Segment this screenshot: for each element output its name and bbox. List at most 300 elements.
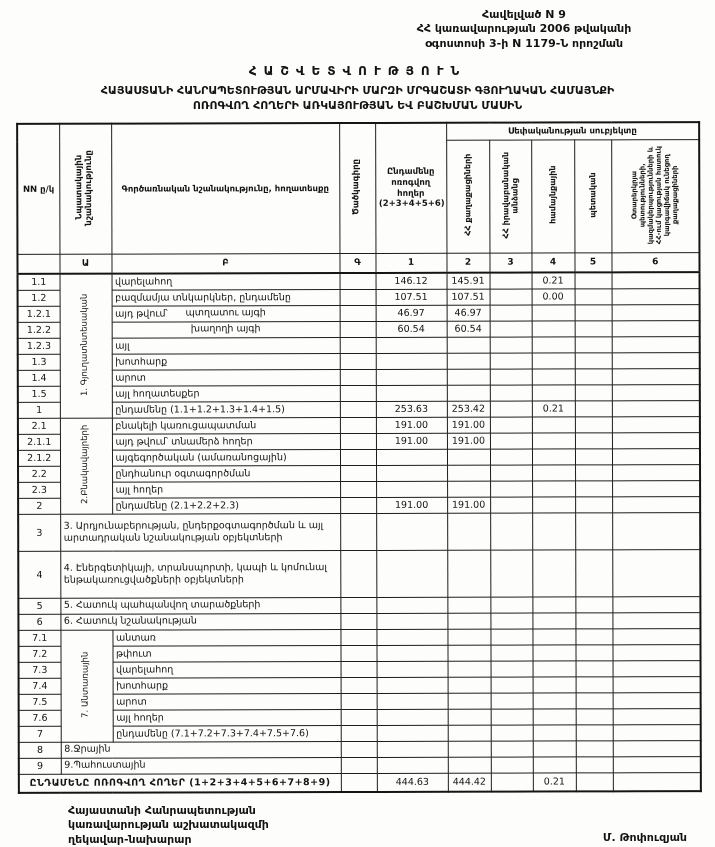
value-cell — [490, 645, 532, 661]
table-row — [18, 497, 700, 515]
row-id-cell: 3 — [18, 514, 60, 551]
land-type-cell: ընդհանուր օգտագործման — [112, 466, 340, 483]
land-type-cell: այգեգործական (ամառանոցային) — [112, 450, 340, 467]
value-cell: 146.12 — [376, 273, 447, 290]
value-cell — [613, 725, 701, 741]
value-cell — [532, 465, 575, 481]
col-header-legal-entities — [489, 140, 531, 253]
code-cell — [340, 645, 376, 661]
col-header-foreign — [611, 140, 699, 253]
value-cell — [612, 433, 700, 449]
value-cell — [613, 773, 701, 792]
code-cell — [340, 353, 376, 369]
code-cell — [340, 401, 376, 417]
value-cell — [575, 272, 612, 289]
report-subtitle — [8, 84, 707, 114]
value-cell — [612, 645, 700, 661]
value-cell — [533, 661, 576, 677]
category-label-cell: 6. Հատուկ նշանակության — [60, 614, 340, 631]
value-cell — [612, 272, 700, 289]
value-cell: 60.54 — [447, 321, 490, 337]
table-row — [19, 677, 701, 695]
land-type-cell: ընդամենը (7.1+7.2+7.3+7.4+7.5+7.6) — [113, 726, 341, 743]
col-header-state-label: պետական — [588, 172, 598, 218]
value-cell — [490, 369, 532, 385]
value-cell — [491, 661, 533, 677]
table-header-row-top — [17, 122, 699, 141]
code-cell — [341, 661, 377, 677]
value-cell — [376, 645, 447, 661]
value-cell: 191.00 — [376, 417, 447, 433]
value-cell — [532, 513, 575, 550]
table-row — [19, 773, 701, 793]
value-cell — [576, 773, 613, 792]
table-row — [19, 757, 701, 775]
value-cell — [490, 449, 532, 465]
value-cell — [612, 353, 700, 369]
value-cell — [575, 513, 612, 550]
row-id-cell: 2.1.2 — [18, 450, 60, 466]
code-cell — [340, 417, 376, 433]
value-cell — [612, 629, 700, 645]
code-cell — [340, 289, 376, 305]
category-label-cell: 5. Հատուկ պահպանվող տարածքների — [60, 598, 340, 615]
value-cell — [376, 550, 447, 597]
value-cell — [448, 725, 491, 741]
code-cell — [340, 321, 376, 337]
col-header-ownership-group: Սեփականության սուբյեկտը — [446, 122, 699, 140]
value-cell — [376, 353, 447, 369]
value-cell — [377, 725, 448, 741]
col-header-citizens — [446, 140, 489, 253]
row-id-cell: 1.1 — [18, 274, 60, 291]
row-id-cell: 2.2 — [18, 466, 60, 482]
value-cell — [613, 677, 701, 693]
table-row — [18, 337, 700, 355]
value-cell — [490, 353, 532, 369]
value-cell — [447, 629, 490, 645]
value-cell: 107.51 — [447, 289, 490, 305]
land-type-cell: արոտ — [112, 370, 340, 387]
section-label: 2.Բնակավայրերի — [80, 425, 91, 505]
value-cell — [376, 369, 447, 385]
annex-line-1: Հավելված N 9 — [482, 8, 566, 21]
table-row — [19, 693, 701, 711]
value-cell — [447, 369, 490, 385]
value-cell — [490, 465, 532, 481]
value-cell — [490, 513, 532, 550]
value-cell — [575, 481, 612, 497]
code-cell — [340, 550, 376, 597]
land-type-cell: ընդամենը (2.1+2.2+2.3) — [112, 498, 340, 515]
value-cell: 191.00 — [376, 433, 447, 449]
value-cell — [447, 385, 490, 401]
value-cell — [491, 693, 533, 709]
table-row — [18, 465, 700, 483]
value-cell — [575, 305, 612, 321]
value-cell — [576, 661, 613, 677]
value-cell — [612, 401, 700, 417]
value-cell — [613, 757, 701, 773]
land-type-cell: արոտ — [113, 694, 341, 711]
row-id-cell: 7.2 — [18, 646, 60, 662]
table-row — [19, 741, 701, 759]
row-id-cell: 7.6 — [19, 710, 61, 726]
row-id-cell: 7.3 — [19, 662, 61, 678]
value-cell — [490, 289, 532, 305]
value-cell — [575, 289, 612, 305]
table-row — [18, 385, 700, 403]
value-cell — [533, 757, 576, 773]
category-label-cell: 9.Պահուստային — [61, 758, 341, 775]
land-type-cell: ընդամենը (1.1+1.2+1.3+1.4+1.5) — [112, 402, 340, 419]
row-id-cell: 2.1.1 — [18, 434, 60, 450]
col-header-legal-entities-label: ՀՀ իրավաբանական անձանց — [501, 151, 520, 239]
code-cell — [340, 613, 376, 629]
row-id-cell: 2 — [18, 498, 60, 514]
value-cell — [490, 305, 532, 321]
value-cell: 253.42 — [447, 401, 490, 417]
column-letter-cell: 5 — [574, 253, 611, 273]
code-cell — [340, 481, 376, 497]
row-id-cell: 7.5 — [19, 694, 61, 710]
row-id-cell: 6 — [18, 614, 60, 630]
value-cell — [576, 741, 613, 757]
value-cell — [376, 465, 447, 481]
value-cell — [532, 433, 575, 449]
column-letter-cell: Գ — [339, 253, 375, 273]
col-header-purpose — [59, 124, 111, 255]
value-cell — [377, 757, 448, 773]
land-report-table — [16, 121, 702, 794]
section-label-cell — [60, 630, 112, 742]
category-label-cell: 4. Էներգետիկայի, տրանսպորտի, կապի և կոմունալ ենթակառուցվածքների օբյեկտների — [60, 551, 340, 599]
value-cell — [490, 497, 532, 513]
col-header-community — [531, 140, 574, 253]
value-cell — [377, 709, 448, 725]
value-cell — [575, 321, 612, 337]
value-cell — [377, 661, 448, 677]
value-cell — [491, 725, 533, 741]
code-cell — [340, 513, 376, 550]
value-cell — [612, 305, 700, 321]
code-cell — [341, 677, 377, 693]
row-id-cell: 1.5 — [18, 386, 60, 402]
code-cell — [341, 693, 377, 709]
row-id-cell: 7 — [19, 726, 61, 742]
row-id-cell: 1.2.1 — [18, 306, 60, 322]
value-cell — [490, 481, 532, 497]
value-cell — [490, 337, 532, 353]
value-cell — [491, 677, 533, 693]
value-cell: 0.21 — [532, 272, 575, 289]
value-cell — [575, 449, 612, 465]
value-cell — [613, 661, 701, 677]
table-row — [18, 369, 700, 387]
row-id-cell: 8 — [19, 742, 61, 758]
col-header-citizens-label: ՀՀ քաղաքացիների — [463, 154, 473, 237]
table-row — [18, 481, 700, 499]
row-id-cell: 1.3 — [18, 354, 60, 370]
col-header-nn: NN ը/կ — [17, 124, 59, 255]
code-cell — [341, 741, 377, 757]
value-cell — [376, 597, 447, 613]
value-cell — [575, 465, 612, 481]
value-cell — [612, 597, 700, 613]
value-cell — [575, 497, 612, 513]
value-cell — [491, 709, 533, 725]
signatory-title-line1: Հայաստանի Հանրապետության — [68, 804, 256, 817]
signature-name: Մ. Թոփուզյան — [602, 831, 687, 844]
code-cell — [340, 597, 376, 613]
signatory-title — [68, 804, 269, 847]
value-cell — [575, 597, 612, 613]
row-id-cell: 1.2 — [18, 290, 60, 306]
code-cell — [341, 725, 377, 741]
value-cell — [447, 449, 490, 465]
value-cell — [448, 709, 491, 725]
value-cell — [532, 613, 575, 629]
land-type-cell: այլ — [112, 338, 340, 355]
value-cell: 191.00 — [376, 497, 447, 513]
value-cell — [447, 353, 490, 369]
value-cell — [533, 725, 576, 741]
value-cell — [447, 481, 490, 497]
value-cell — [532, 337, 575, 353]
value-cell — [613, 693, 701, 709]
col-header-total: Ընդամենը ոռոգվող հողեր (2+3+4+5+6) — [375, 123, 446, 254]
value-cell — [490, 273, 532, 290]
col-header-code — [339, 123, 375, 254]
table-row — [18, 550, 700, 599]
value-cell — [376, 513, 447, 550]
value-cell — [532, 417, 575, 433]
value-cell — [612, 481, 700, 497]
value-cell — [612, 465, 700, 481]
value-cell: 145.91 — [447, 273, 490, 290]
row-id-cell: 5 — [18, 598, 60, 614]
value-cell — [576, 757, 613, 773]
report-subtitle-line1: ՀԱՅԱՍՏԱՆԻ ՀԱՆՐԱՊԵՏՈՒԹՅԱՆ ԱՐՄԱՎԻՐԻ ՄԱՐԶԻ ՄՐԳԱՇԱՏԻ ԳՅՈՒՂԱԿԱՆ ՀԱՄԱՅՆՔԻ — [100, 84, 615, 97]
value-cell — [533, 741, 576, 757]
value-cell — [575, 629, 612, 645]
value-cell: 444.63 — [377, 773, 448, 792]
land-type-cell: վարելահող — [113, 662, 341, 679]
column-letter-row — [17, 253, 699, 274]
code-cell — [341, 709, 377, 725]
value-cell — [491, 757, 533, 773]
code-cell — [341, 757, 377, 773]
value-cell — [532, 369, 575, 385]
value-cell — [612, 497, 700, 513]
value-cell: 0.00 — [532, 289, 575, 305]
land-type-cell — [112, 322, 340, 339]
land-type-cell: այլ հողեր — [112, 482, 340, 499]
value-cell — [532, 597, 575, 613]
table-row — [18, 597, 700, 615]
value-cell — [532, 645, 575, 661]
row-id-cell: 2.3 — [18, 482, 60, 498]
value-cell — [612, 369, 700, 385]
value-cell — [491, 741, 533, 757]
value-cell — [447, 513, 490, 550]
land-type-cell: բազմամյա տնկարկներ, ընդամենը — [112, 290, 340, 307]
value-cell: 46.97 — [447, 305, 490, 321]
value-cell — [612, 513, 700, 550]
table-row — [18, 645, 700, 663]
category-label-cell: 8.Ջրային — [61, 742, 341, 759]
value-cell — [575, 550, 612, 597]
land-type-cell: վարելահող — [112, 273, 340, 290]
code-cell — [340, 305, 376, 321]
table-row — [19, 709, 701, 727]
col-header-state — [574, 140, 611, 253]
value-cell — [612, 385, 700, 401]
table-row — [18, 513, 700, 552]
section-label: 7. Անտառային — [80, 651, 91, 718]
row-id-cell: 1.2.3 — [18, 338, 60, 354]
value-cell — [576, 677, 613, 693]
value-cell — [448, 741, 491, 757]
column-letter-cell: 2 — [446, 253, 489, 273]
code-cell — [341, 773, 377, 792]
value-cell — [532, 629, 575, 645]
section-label: 1. Գյուղատնտեսական — [79, 293, 90, 396]
value-cell — [490, 417, 532, 433]
value-cell — [532, 305, 575, 321]
report-table-body — [18, 272, 701, 793]
value-cell — [448, 677, 491, 693]
col-header-functional: Գործառնական նշանակությունը, հողատեսքը — [111, 123, 339, 254]
land-type-centered: պտղատու այգի — [185, 307, 266, 319]
table-row — [18, 305, 700, 323]
value-cell — [532, 449, 575, 465]
column-letter-cell: 6 — [611, 253, 699, 273]
annex-reference — [338, 8, 710, 51]
value-cell — [447, 597, 490, 613]
land-type-cell: անտառ — [112, 630, 340, 647]
col-header-purpose-label: Նպատակային նշանակությունը — [74, 149, 95, 226]
signatory-title-line2: կառավարության աշխատակազմի — [68, 818, 269, 832]
code-cell — [340, 449, 376, 465]
value-cell — [490, 433, 532, 449]
section-label-cell — [60, 418, 112, 514]
value-cell — [575, 369, 612, 385]
column-letter-cell — [17, 254, 59, 274]
value-cell — [575, 385, 612, 401]
row-id-cell: 1.2.2 — [18, 322, 60, 338]
value-cell — [612, 613, 700, 629]
value-cell — [576, 709, 613, 725]
value-cell — [490, 401, 532, 417]
value-cell — [376, 385, 447, 401]
table-row — [18, 613, 700, 631]
table-row — [18, 289, 700, 307]
value-cell — [612, 337, 700, 353]
table-row — [18, 629, 700, 647]
value-cell — [376, 337, 447, 353]
row-id-cell: 2.1 — [18, 418, 60, 434]
value-cell — [612, 550, 700, 597]
value-cell — [613, 741, 701, 757]
grand-total-label-cell: ԸՆԴԱՄԵՆԸ ՈՌՈԳՎՈՂ ՀՈՂԵՐ (1+2+3+4+5+6+7+8+9) — [19, 774, 341, 793]
value-cell — [490, 550, 532, 597]
land-type-cell: խոտհարք — [112, 354, 340, 371]
value-cell — [576, 693, 613, 709]
value-cell — [575, 613, 612, 629]
row-id-cell: 7.4 — [19, 678, 61, 694]
value-cell: 191.00 — [447, 417, 490, 433]
value-cell — [376, 613, 447, 629]
value-cell — [447, 613, 490, 629]
row-id-cell: 4 — [18, 551, 60, 598]
col-header-code-label: Ծածկագիրը — [351, 159, 362, 215]
value-cell — [575, 417, 612, 433]
value-cell — [447, 465, 490, 481]
value-cell — [575, 353, 612, 369]
code-cell — [340, 337, 376, 353]
value-cell: 107.51 — [376, 289, 447, 305]
value-cell — [376, 481, 447, 497]
value-cell — [575, 401, 612, 417]
value-cell — [377, 677, 448, 693]
value-cell — [613, 709, 701, 725]
value-cell — [490, 613, 532, 629]
report-subtitle-line2: ՈՌՈԳՎՈՂ ՀՈՂԵՐԻ ԱՌԿԱՅՈՒԹՅԱՆ ԵՎ ԲԱՇԽՄԱՆ ՄԱՍԻՆ — [192, 98, 523, 112]
value-cell: 0.21 — [532, 401, 575, 417]
land-type-prefix: այդ թվում՝ — [115, 308, 168, 320]
value-cell — [448, 693, 491, 709]
value-cell — [377, 741, 448, 757]
value-cell: 0.21 — [533, 773, 576, 792]
value-cell — [448, 757, 491, 773]
value-cell — [447, 337, 490, 353]
value-cell — [490, 597, 532, 613]
table-row — [18, 272, 700, 290]
code-cell — [340, 369, 376, 385]
land-type-cell: այլ հողատեսքեր — [112, 386, 340, 403]
value-cell — [448, 661, 491, 677]
table-row — [18, 321, 700, 339]
value-cell: 444.42 — [448, 773, 491, 792]
row-id-cell: 9 — [19, 758, 61, 774]
value-cell — [532, 321, 575, 337]
land-type-cell: այլ հողեր — [113, 710, 341, 727]
value-cell — [533, 709, 576, 725]
value-cell — [532, 550, 575, 597]
code-cell — [340, 465, 376, 481]
value-cell: 46.97 — [376, 305, 447, 321]
table-row — [18, 433, 700, 451]
value-cell: 191.00 — [447, 497, 490, 513]
value-cell — [575, 337, 612, 353]
value-cell — [532, 481, 575, 497]
value-cell — [612, 321, 700, 337]
value-cell — [490, 629, 532, 645]
value-cell — [490, 321, 532, 337]
land-type-cell: խոտհարք — [113, 678, 341, 695]
value-cell — [447, 550, 490, 597]
land-type-cell: այդ թվում՝ տնամերձ հողեր — [112, 434, 340, 451]
value-cell — [612, 449, 700, 465]
value-cell — [376, 449, 447, 465]
value-cell — [576, 725, 613, 741]
value-cell — [575, 433, 612, 449]
code-cell — [340, 385, 376, 401]
value-cell — [491, 773, 533, 792]
report-title: ՀԱՇՎԵՏՎՈՒԹՅՈՒՆ — [248, 64, 467, 78]
value-cell — [612, 289, 700, 305]
